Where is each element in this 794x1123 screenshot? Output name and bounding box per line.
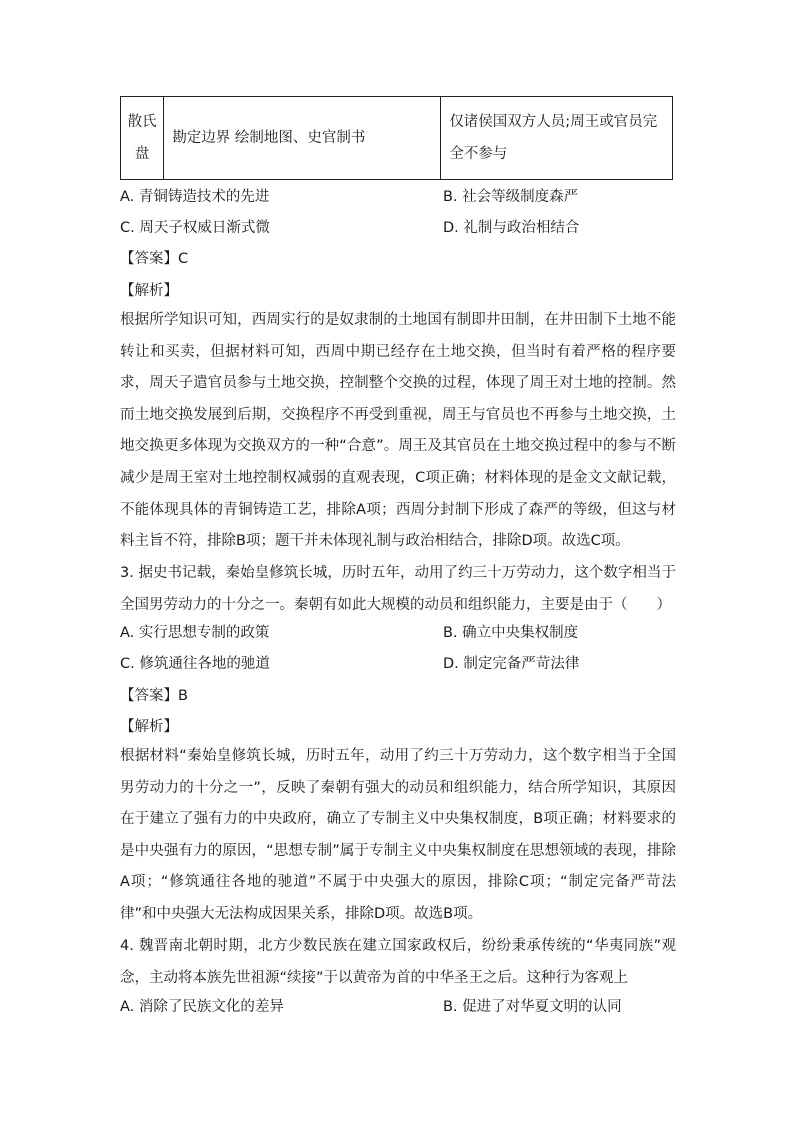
q3-option-c: C. 修筑通往各地的驰道 [120,656,270,672]
q3-analysis-label: 【解析】 [120,719,178,735]
table-cell-participants: 仅诸侯国双方人员;周王或官员完全不参与 [441,97,673,180]
q3-analysis-text: 根据材料“秦始皇修筑长城，历时五年，动用了约三十万劳动力，这个数字相当于全国男劳动力的十分之一”，反映了秦朝有强大的动员和组织能力，结合所学知识，其原因在于建立了强有力的中央政府，确立了专制主义中央集权制度，B项正确；材料要求的是中央强有力的原因，“思想专制”属于专制主义中央集权制度在思想领域的表现，排除A项；“修筑通往各地的驰道”不属于中央强大的原因，排除C项；“制定完备严苛法律”和中央强大无法构成因果关系，排除D项。故选B项。 [120,748,676,922]
q4-option-b: B. 促进了对华夏文明的认同 [443,999,622,1015]
q4-stem: 4. 魏晋南北朝时期，北方少数民族在建立国家政权后，纷纷秉承传统的“华夷同族”观念，主动将本族先世祖源“续接”于以黄帝为首的中华圣王之后。这种行为客观上 [120,938,676,986]
q2-option-c: C. 周天子权威日渐式微 [120,220,270,236]
q4-option-a: A. 消除了民族文化的差异 [120,999,284,1015]
table-row [121,97,673,180]
q2-option-d: D. 礼制与政治相结合 [443,220,580,236]
q3-stem: 3. 据史书记载，秦始皇修筑长城，历时五年，动用了约三十万劳动力，这个数字相当于全国男劳动力的十分之一。秦朝有如此大规模的动员和组织能力，主要是由于（ ） [120,565,676,613]
table-cell-artifact: 散氏盘 [121,97,164,180]
q2-analysis-text: 根据所学知识可知，西周实行的是奴隶制的土地国有制即井田制，在井田制下土地不能转让和买卖，但据材料可知，西周中期已经存在土地交换，但当时有着严格的程序要求，周天子遣官员参与土地交换，控制整个交换的过程，体现了周王对土地的控制。然而土地交换发展到后期，交换程序不再受到重视，周王与官员也不再参与土地交换，土地交换更多体现为交换双方的一种“合意”。周王及其官员在土地交换过程中的参与不断减少是周王室对土地控制权减弱的直观表现，C项正确；材料体现的是金文文献记载，不能体现具体的青铜铸造工艺，排除A项；西周分封制下形成了森严的等级，但这与材料主旨不符，排除B项；题干并未体现礼制与政治相结合，排除D项。故选C项。 [120,312,676,550]
q3-option-d: D. 制定完备严苛法律 [443,656,580,672]
q3-option-a: A. 实行思想专制的政策 [120,625,270,641]
q3-option-b: B. 确立中央集权制度 [443,625,579,641]
q2-option-b: B. 社会等级制度森严 [443,189,579,205]
q2-analysis-label: 【解析】 [120,283,178,299]
material-table [120,96,673,180]
q2-option-a: A. 青铜铸造技术的先进 [120,189,270,205]
q3-answer: 【答案】B [120,688,188,704]
table-cell-content: 勘定边界 绘制地图、史官制书 [164,97,441,180]
q2-answer: 【答案】C [120,251,189,267]
